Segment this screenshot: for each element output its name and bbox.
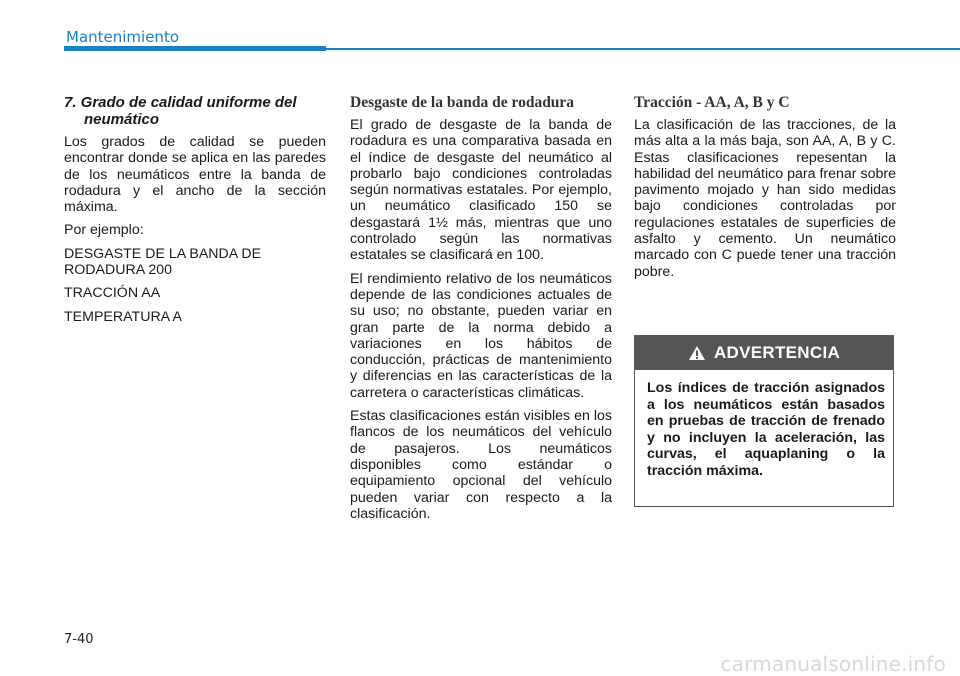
col1-paragraph-2: Por ejemplo: [64, 222, 144, 239]
treadwear-heading: Desgaste de la banda de rodadura [350, 94, 575, 111]
col1-paragraph-4: TRACCIÓN AA [64, 285, 161, 302]
header-rule-thin [326, 48, 960, 50]
section-title: Mantenimiento [66, 28, 179, 46]
col1-paragraph-3: DESGASTE DE LA BANDA DE RODADURA 200 [64, 245, 262, 279]
col2-paragraph-2: El rendimiento relativo de los neumáticos depende de las condiciones actuales de su uso; no obstante, pueden variar en gran parte de la norma debido a variaciones en los hábitos de conducción, prácticas de mantenimiento y diferencias en las características de la carretera o características climáticas. [350, 270, 612, 401]
uniform-quality-heading: 7. Grado de calidad uniforme del neumático [64, 94, 297, 128]
warning-text: Los índices de tracción asignados a los neumáticos están basados en pruebas de tracción de frenado y no incluyen la aceleración, las curvas, el aquaplaning o la tracción máxima. [647, 380, 885, 479]
col2-paragraph-3: Estas clasificaciones están visibles en los flancos de los neumáticos del vehículo de pasajeros. Los neumáticos disponibles como estándar o equipamiento opcional del vehículo pueden variar con respecto a la clasificación. [350, 408, 612, 522]
col1-paragraph-5: TEMPERATURA A [64, 308, 182, 325]
col3-paragraph-1: La clasificación de las tracciones, de la más alta a la más baja, son AA, A, B y C. Estas clasificaciones repesentan la habilidad del neumático para frenar sobre pavimento mojado y han sido medidas bajo condiciones controladas por regulaciones estatales de superficies de asfalto y cemento. Un neumático marcado con C puede tener una tracción pobre. [634, 117, 896, 280]
header-rule-thick [64, 46, 326, 51]
traction-heading: Tracción - AA, A, B y C [634, 94, 790, 111]
warning-title: ADVERTENCIA [713, 343, 841, 362]
column-1 [64, 94, 326, 332]
watermark: carmanualsonline.info [720, 652, 946, 676]
warning-box [634, 335, 894, 507]
warning-header [635, 336, 893, 370]
col1-paragraph-1: Los grados de calidad se pueden encontrar donde se aplica en las paredes de los neumáticos entre la banda de rodadura y el ancho de la sección máxima. [64, 134, 326, 216]
col2-paragraph-1: El grado de desgaste de la banda de rodadura es una comparativa basada en el índice de desgaste del neumático al probarlo bajo condiciones controladas según normativas estatales. Por ejemplo, un neumático clasificado 150 se desgastará 1½ más, mientras que uno controlado según las normativas estatales se clasificará en 100. [350, 117, 612, 264]
column-2 [350, 94, 612, 529]
column-3 [634, 94, 896, 287]
warning-triangle-icon [688, 345, 706, 361]
page-number: 7-40 [64, 632, 94, 647]
